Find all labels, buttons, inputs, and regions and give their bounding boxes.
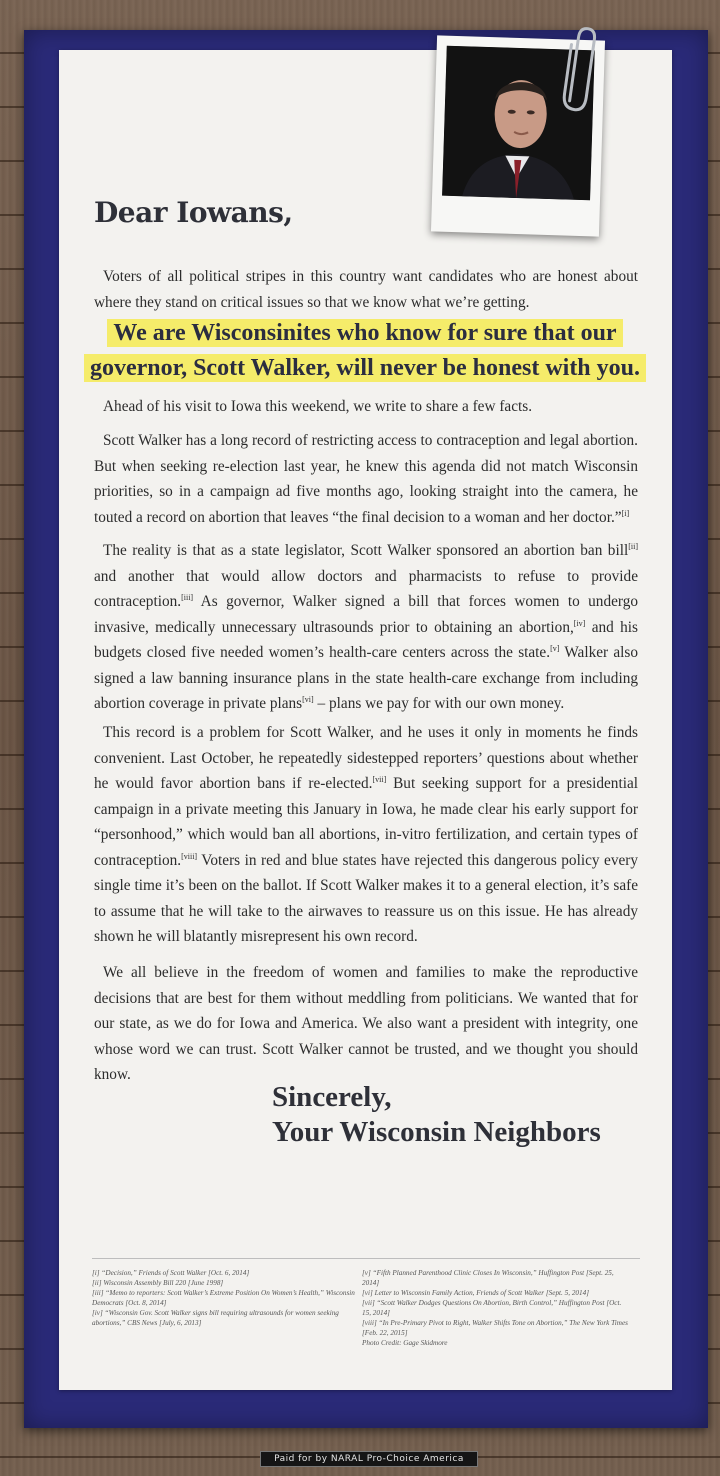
reality-text: As governor, Walker signed a bill that forces women to undergo invasive, medically unnecessary ultrasounds prior to obtaining an abortion, (94, 593, 638, 636)
footnote-item: [iii] “Memo to reporters: Scott Walker’s Extreme Position On Women’s Health,” Wisconsin Democrats [Oct. 8, 2014] (92, 1289, 355, 1307)
signoff-sincerely: Sincerely, (272, 1081, 392, 1113)
footnotes-right (362, 1268, 628, 1348)
reality-text: and his budgets closed five needed women’s health-care centers across the state. (94, 618, 638, 661)
visit-paragraph: Ahead of his visit to Iowa this weekend, we write to share a few facts. (103, 398, 533, 415)
footnote-ref: [ii] (628, 541, 638, 551)
footnote-ref: [vi] (302, 694, 314, 704)
problem-paragraph (94, 720, 638, 950)
record-text: Scott Walker has a long record of restricting access to contraception and legal abortion. But when seeking re-election last year, he knew this agenda did not match Wisconsin priorities, so in a campaign ad five months ago, looking straight into the camera, he touted a record on abortion that leaves “the final decision to a woman and her doctor.” (94, 432, 638, 526)
footnote-ref: [viii] (181, 851, 198, 861)
footnote-ref: [iii] (181, 592, 194, 602)
greeting-heading: Dear Iowans, (94, 196, 293, 229)
footnote-ref: [vii] (372, 774, 387, 784)
footnotes-left (92, 1268, 358, 1328)
footnote-ref: [i] (621, 508, 630, 518)
reality-text: and another that would allow doctors and pharmacists to refuse to provide contraception. (94, 567, 638, 610)
footnote-item: [ii] Wisconsin Assembly Bill 220 [June 1998] (92, 1279, 224, 1287)
signoff-signature: Your Wisconsin Neighbors (272, 1116, 601, 1148)
paid-for-disclaimer: Paid for by NARAL Pro-Choice America (260, 1451, 478, 1467)
reality-text: The reality is that as a state legislator, Scott Walker sponsored an abortion ban bill (103, 542, 629, 559)
closing-paragraph: We all believe in the freedom of women and families to make the reproductive decisions that are best for them without meddling from politicians. We wanted that for our state, as we do for Iowa and America. We also want a president with integrity, one whose word we can trust. Scott Walker cannot be trusted, and we thought you should know. (94, 964, 638, 1083)
reality-paragraph (94, 538, 638, 717)
footnote-item: [i] “Decision,” Friends of Scott Walker [Oct. 6, 2014] (92, 1269, 250, 1277)
footnote-item: [v] “Fifth Planned Parenthood Clinic Closes In Wisconsin,” Huffington Post [Sept. 25, 2014] (362, 1269, 614, 1287)
footnote-item: [vii] “Scott Walker Dodges Questions On Abortion, Birth Control,” Huffington Post [Oct. 15, 2014] (362, 1299, 622, 1317)
reality-text: – plans we pay for with our own money. (313, 695, 565, 712)
footnote-item: [viii] “In Pre-Primary Pivot to Right, Walker Shifts Tone on Abortion,” The New York Times [Feb. 22, 2015] (362, 1319, 628, 1337)
highlight-text: We are Wisconsinites who know for sure that our governor, Scott Walker, will never be honest with you. (84, 319, 646, 382)
problem-text: But seeking support for a presidential campaign in a private meeting this January in Iowa, he made clear his early support for “personhood,” which would ban all abortions, in-vitro fertilization, and certain types of contraception. (94, 775, 638, 869)
signoff (272, 1080, 601, 1150)
reality-text: Walker also signed a law banning insurance plans in the state health-care exchange from including abortion coverage in private plans (94, 644, 638, 712)
intro-paragraph: Voters of all political stripes in this country want candidates who are honest about where they stand on critical issues so that we know what we’re getting. (94, 268, 638, 311)
problem-text: Voters in red and blue states have rejected this dangerous policy every single time it’s been on the ballot. If Scott Walker makes it to a general election, it’s safe to assume that he will take to the airwaves to reassure us on this issue. He has already shown he will blatantly misrepresent his own record. (94, 851, 638, 945)
problem-text: This record is a problem for Scott Walker, and he uses it only in moments he finds convenient. Last October, he repeatedly sidestepped reporters’ questions about whether he would favor abortion bans if re-elected. (94, 724, 638, 792)
footnote-ref: [iv] (573, 618, 586, 628)
footnote-item: [iv] “Wisconsin Gov. Scott Walker signs bill requiring ultrasounds for women seeking abortions,” CBS News [July, 6, 2013] (92, 1309, 339, 1327)
footnote-item: [vi] Letter to Wisconsin Family Action, Friends of Scott Walker [Sept. 5, 2014] (362, 1289, 589, 1297)
footnote-ref: [v] (550, 643, 560, 653)
highlighted-statement (80, 316, 650, 386)
record-paragraph (94, 428, 638, 530)
footnote-divider (92, 1258, 640, 1259)
photo-credit: Photo Credit: Gage Skidmore (362, 1339, 448, 1347)
